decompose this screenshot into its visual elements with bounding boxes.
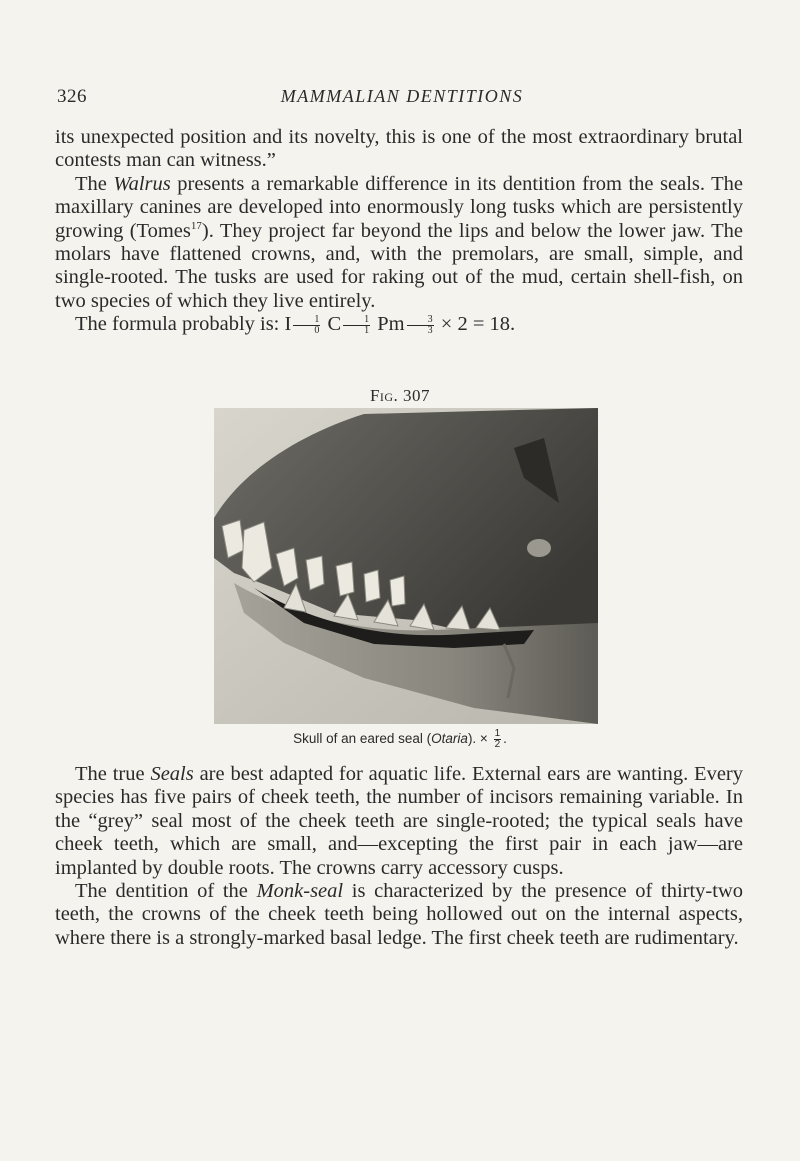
text-run: . xyxy=(503,731,507,747)
walrus-term: Walrus xyxy=(113,172,171,195)
dental-formula xyxy=(55,313,743,336)
formula-end: × 2 = 18. xyxy=(440,313,516,336)
figure-caption xyxy=(0,729,800,750)
text-run: ). × xyxy=(467,731,492,747)
running-head: MAMMALIAN DENTITIONS xyxy=(280,86,524,106)
reference-superscript: 17 xyxy=(190,219,202,232)
fraction-denominator: 2 xyxy=(494,739,501,750)
fraction-denominator: 0 xyxy=(314,325,320,337)
premolar-fraction xyxy=(407,315,434,336)
formula-canine-symbol: C xyxy=(327,313,342,336)
figure-label: Fig. 307 xyxy=(369,386,431,405)
text-run: ). They project far beyond the lips and below the lower jaw. The molars have flattened crowns, and, with the premolars, are small, simple, and single-rooted. The tusks are used for raking out of the mud, certain shell-fish, on two species of which they live entirely. xyxy=(55,219,743,312)
seals-term: Seals xyxy=(150,763,194,785)
paragraph-monk-seal xyxy=(55,880,743,950)
canine-fraction xyxy=(343,315,370,336)
scale-fraction xyxy=(494,729,502,750)
foramen xyxy=(527,539,551,557)
incisor-fraction xyxy=(293,315,320,336)
formula-premolar-symbol: Pm xyxy=(377,313,405,336)
text-run: The dentition of the xyxy=(75,880,257,903)
monk-seal-term: Monk-seal xyxy=(256,880,344,903)
text-block-top xyxy=(55,126,743,337)
page-number: 326 xyxy=(57,86,87,107)
paragraph-continuation: its unexpected position and its novelty, this is one of the most extraordinary brutal contests man can witness.” xyxy=(55,126,743,172)
fraction-numerator: 3 xyxy=(407,315,434,326)
paragraph-walrus xyxy=(55,173,743,313)
paragraph-true-seals xyxy=(55,763,743,880)
text-block-bottom xyxy=(55,763,743,950)
fraction-denominator: 1 xyxy=(364,325,370,337)
text-run: are best adapted for aquatic life. External ears are wanting. Every species has five pairs of cheek teeth, the number of incisors remaining variable. In the “grey” seal most of the cheek teeth are single-rooted; the typical seals have cheek teeth, which are small, and—excepting the first pair in each jaw—are implanted by double roots. The crowns carry accessory cusps. xyxy=(55,763,743,879)
text-run: The true xyxy=(75,763,151,785)
text-run: Skull of an eared seal ( xyxy=(293,731,432,747)
fraction-numerator: 1 xyxy=(293,315,320,326)
text-run: presents a remarkable difference in its dentition from the seals. The maxillary canines are developed into enormously long tusks which are persistently growing (Tomes xyxy=(55,172,743,242)
skull-photograph xyxy=(214,408,598,724)
fraction-numerator: 1 xyxy=(494,728,501,739)
formula-incisor-symbol: I xyxy=(284,313,292,336)
text-run: is characterized by the presence of thirty-two teeth, the crowns of the cheek teeth being hollowed out on the internal aspects, where there is a strongly-marked basal ledge. The first cheek teeth are rudimentary. xyxy=(55,880,743,949)
page-header xyxy=(57,86,747,112)
formula-intro: The formula probably is: xyxy=(75,313,285,336)
text-run: The xyxy=(75,172,114,195)
fraction-denominator: 3 xyxy=(427,325,433,337)
fraction-numerator: 1 xyxy=(343,315,370,326)
genus-name: Otaria xyxy=(431,731,468,747)
